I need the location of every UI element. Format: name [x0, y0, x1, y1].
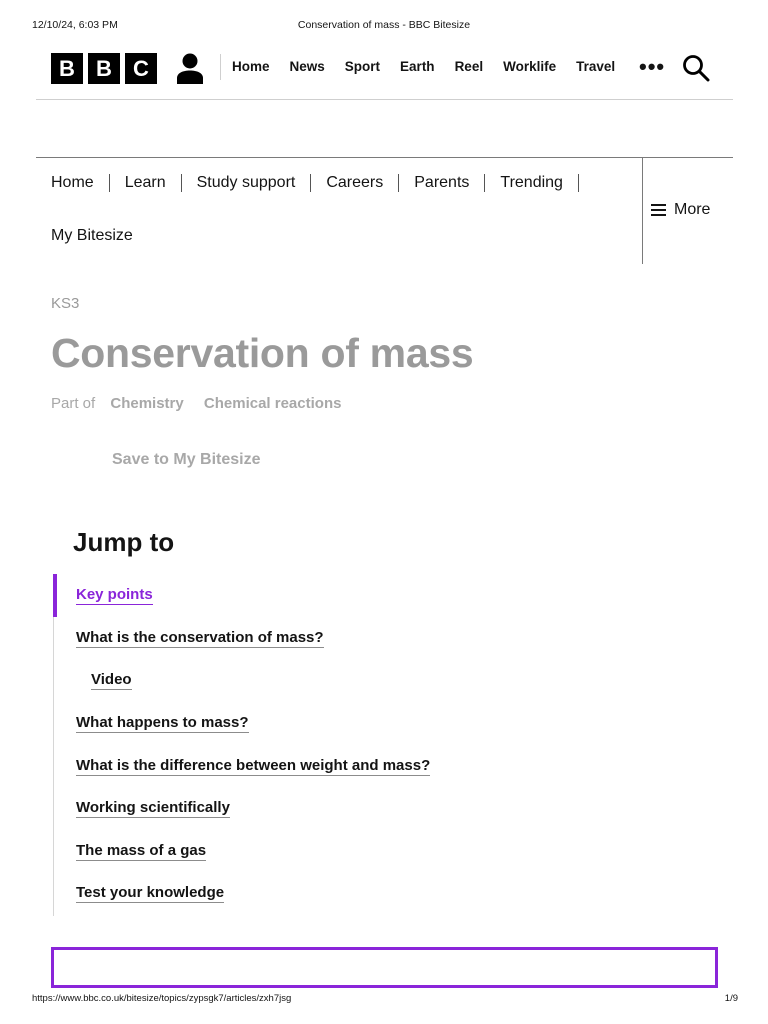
nav-separator: [181, 174, 182, 192]
account-icon[interactable]: [175, 52, 205, 84]
active-indicator: [53, 574, 57, 617]
nav-separator: [398, 174, 399, 192]
bitesize-nav-row: [51, 173, 631, 193]
bbc-logo[interactable]: [51, 53, 157, 84]
bbc-logo-letter: C: [125, 53, 157, 84]
print-page-number: 1/9: [724, 993, 738, 1004]
print-datetime: 12/10/24, 6:03 PM: [32, 19, 118, 31]
print-document-title: Conservation of mass - BBC Bitesize: [297, 19, 471, 31]
save-to-my-bitesize-button[interactable]: Save to My Bitesize: [112, 451, 261, 468]
print-footer: [0, 993, 768, 1007]
key-stage-label[interactable]: KS3: [51, 295, 80, 312]
bbc-nav-links: [232, 59, 635, 74]
jump-link-video[interactable]: Video: [91, 671, 132, 688]
bar-divider: [220, 54, 221, 80]
bbc-logo-letter: B: [51, 53, 83, 84]
jump-link-what-is-conservation-of-mass[interactable]: What is the conservation of mass?: [76, 629, 324, 646]
bitesize-nav-trending[interactable]: Trending: [500, 174, 563, 191]
jump-link-what-happens-to-mass[interactable]: What happens to mass?: [76, 714, 249, 731]
hamburger-icon: [651, 204, 666, 217]
bbc-global-navigation: [36, 48, 733, 100]
bitesize-more-label: More: [674, 201, 711, 218]
bitesize-more-container: [642, 158, 733, 264]
more-menu-button[interactable]: •••: [639, 54, 666, 79]
jump-link-key-points[interactable]: Key points: [76, 586, 153, 603]
bitesize-nav-learn[interactable]: Learn: [124, 174, 166, 191]
bbc-nav-sport[interactable]: Sport: [344, 59, 381, 74]
bitesize-nav-links: [51, 173, 631, 246]
bitesize-nav-my-bitesize[interactable]: My Bitesize: [51, 227, 133, 244]
jump-to-heading: Jump to: [73, 527, 175, 557]
nav-separator: [310, 174, 311, 192]
search-icon[interactable]: [682, 54, 710, 82]
bitesize-nav-careers[interactable]: Careers: [326, 174, 384, 191]
bitesize-nav-parents[interactable]: Parents: [414, 174, 470, 191]
focus-outline-box: [51, 947, 718, 988]
jump-link-mass-of-a-gas[interactable]: The mass of a gas: [76, 842, 207, 859]
bbc-nav-travel[interactable]: Travel: [576, 59, 616, 74]
print-header: [0, 19, 768, 33]
bbc-nav-news[interactable]: News: [289, 59, 325, 74]
bitesize-more-button[interactable]: [651, 201, 710, 219]
bitesize-nav-study-support[interactable]: Study support: [196, 174, 296, 191]
part-of-label: Part of: [51, 395, 96, 412]
jump-to-list: [53, 574, 533, 916]
bitesize-nav-home[interactable]: Home: [51, 174, 94, 191]
jump-link-working-scientifically[interactable]: Working scientifically: [76, 799, 230, 816]
print-url: https://www.bbc.co.uk/bitesize/topics/zypsgk7/articles/zxh7jsg: [32, 993, 292, 1004]
bbc-nav-reel[interactable]: Reel: [454, 59, 484, 74]
jump-link-test-your-knowledge[interactable]: Test your knowledge: [76, 884, 225, 901]
bbc-nav-worklife[interactable]: Worklife: [503, 59, 557, 74]
nav-separator: [578, 174, 579, 192]
breadcrumb-chemistry[interactable]: Chemistry: [110, 395, 184, 412]
nav-separator: [484, 174, 485, 192]
page-title: Conservation of mass: [51, 330, 474, 376]
bbc-logo-letter: B: [88, 53, 120, 84]
breadcrumb: [51, 395, 357, 412]
jump-link-weight-vs-mass[interactable]: What is the difference between weight and mass?: [76, 757, 431, 774]
breadcrumb-chemical-reactions[interactable]: Chemical reactions: [203, 395, 342, 412]
bitesize-nav-row: [51, 226, 631, 246]
nav-separator: [109, 174, 110, 192]
bitesize-navigation: [36, 157, 733, 263]
bbc-nav-earth[interactable]: Earth: [400, 59, 435, 74]
bbc-nav-home[interactable]: Home: [232, 59, 270, 74]
